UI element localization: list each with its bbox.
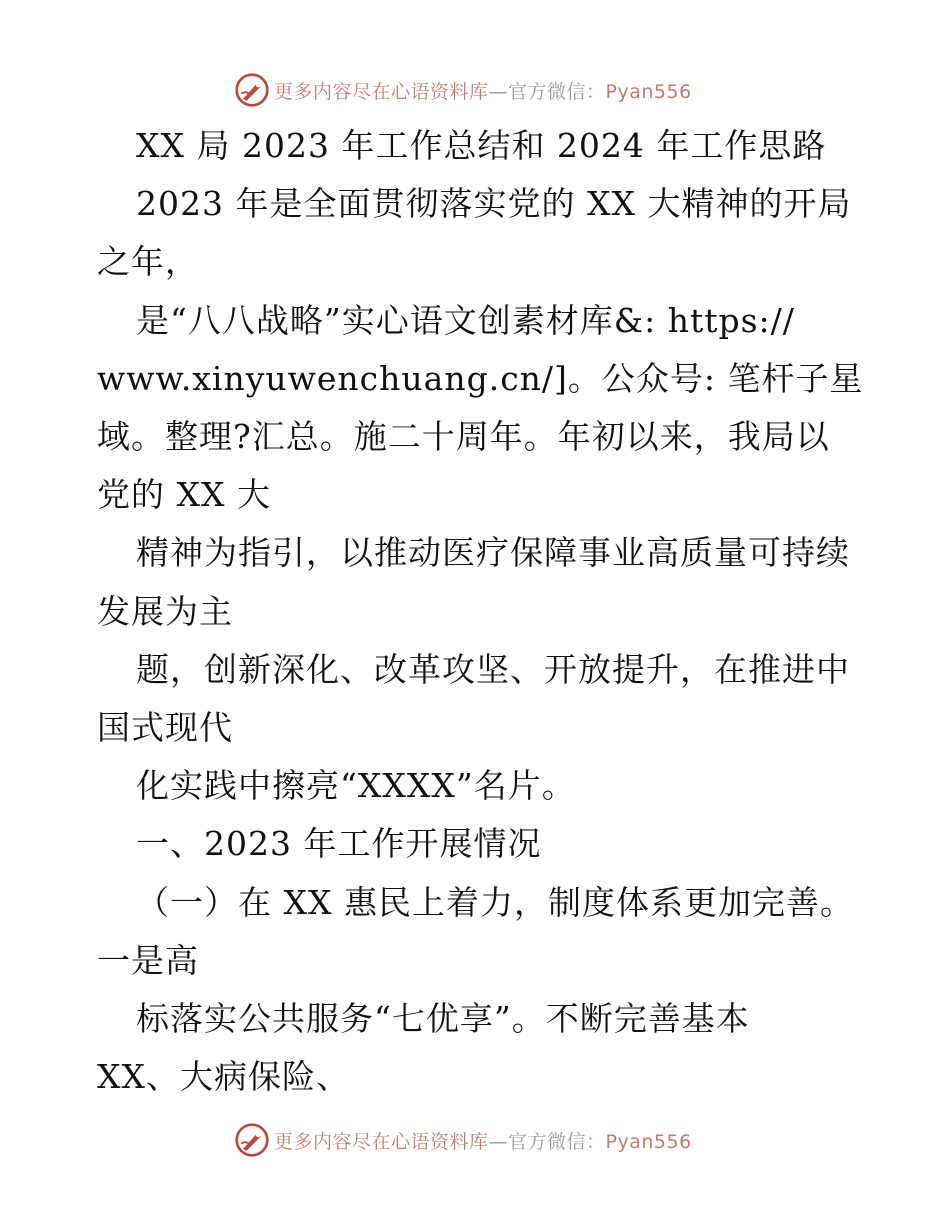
paragraph-line: 一、2023 年工作开展情况: [136, 824, 542, 863]
header-watermark: [234, 70, 692, 110]
paragraph-line: 域。整理?汇总。施二十周年。年初以来，我局以: [97, 417, 830, 456]
paragraph-line: 党的 XX 大: [97, 475, 271, 514]
pen-nib-logo-icon: [234, 1122, 270, 1158]
watermark-text: [274, 77, 692, 104]
watermark-dash: —: [488, 80, 509, 103]
paragraph-line: 国式现代: [97, 708, 233, 747]
watermark-account: Pyan556: [605, 80, 692, 103]
document-title: XX 局 2023 年工作总结和 2024 年工作思路: [136, 126, 827, 165]
paragraph-line: 一是高: [97, 941, 199, 980]
paragraph-line: 题，创新深化、改革攻坚、开放提升，在推进中: [136, 650, 850, 689]
watermark-dash: —: [488, 1130, 509, 1153]
paragraph-line: 发展为主: [97, 592, 233, 631]
watermark-text: [274, 1127, 692, 1154]
paragraph-line: （一）在 XX 惠民上着力，制度体系更加完善。: [136, 883, 854, 922]
paragraph-line: 之年，: [97, 242, 199, 281]
paragraph-line: 标落实公共服务“七优享”。不断完善基本: [136, 999, 750, 1038]
paragraph-line: 是“八八战略”实心语文创素材库&: https://: [136, 301, 795, 340]
paragraph-line: www.xinyuwenchuang.cn/]。公众号: 笔杆子星: [97, 359, 864, 398]
watermark-account: Pyan556: [605, 1130, 692, 1153]
paragraph-line: 化实践中擦亮“XXXX”名片。: [136, 766, 576, 805]
paragraph-line: 2023 年是全面贯彻落实党的 XX 大精神的开局: [136, 184, 852, 223]
watermark-prefix: 更多内容尽在心语资料库: [274, 80, 489, 103]
watermark-official: 官方微信：: [508, 1130, 606, 1153]
footer-watermark: [234, 1120, 692, 1160]
watermark-official: 官方微信：: [508, 80, 606, 103]
paragraph-line: XX、大病保险、: [97, 1057, 350, 1096]
watermark-prefix: 更多内容尽在心语资料库: [274, 1130, 489, 1153]
paragraph-line: 精神为指引，以推动医疗保障事业高质量可持续: [136, 533, 850, 572]
pen-nib-logo-icon: [234, 72, 270, 108]
